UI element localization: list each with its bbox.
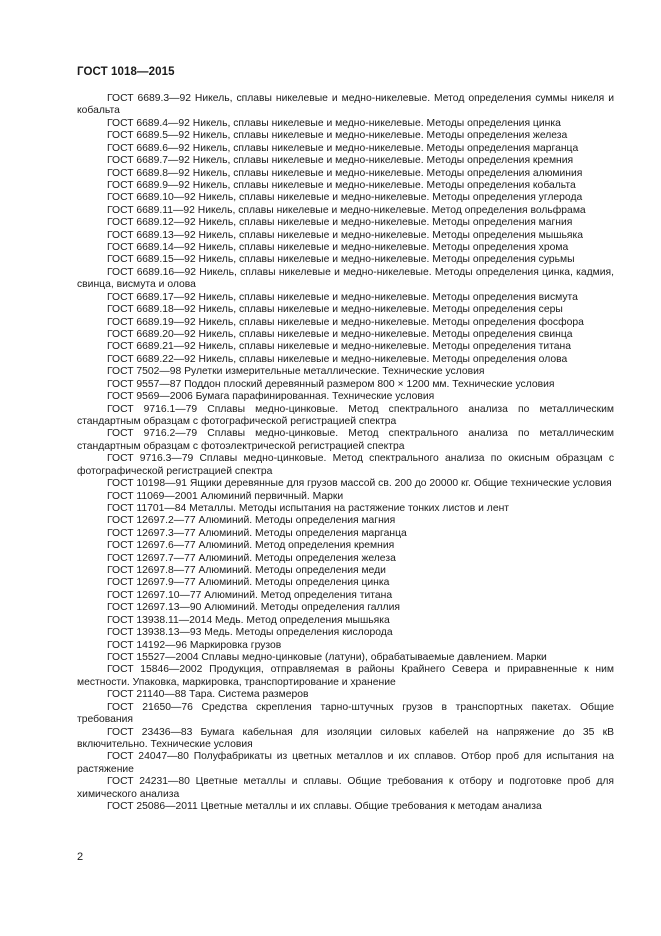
reference-item: ГОСТ 24231—80 Цветные металлы и сплавы. Общие требования к отбору и подготовке проб для химического анализа xyxy=(77,776,614,800)
reference-item: ГОСТ 25086—2011 Цветные металлы и их сплавы. Общие требования к методам анализа xyxy=(107,801,542,813)
reference-item: ГОСТ 6689.11—92 Никель, сплавы никелевые и медно-никелевые. Метод определения вольфрама xyxy=(107,204,586,216)
reference-item: ГОСТ 6689.4—92 Никель, сплавы никелевые и медно-никелевые. Методы определения цинка xyxy=(107,117,561,129)
reference-item: ГОСТ 6689.6—92 Никель, сплавы никелевые и медно-никелевые. Методы определения марганца xyxy=(107,142,579,154)
reference-item: ГОСТ 12697.6—77 Алюминий. Метод определения кремния xyxy=(107,540,395,552)
reference-item: ГОСТ 15527—2004 Сплавы медно-цинковые (латуни), обрабатываемые давлением. Марки xyxy=(107,651,547,663)
reference-item: ГОСТ 9716.3—79 Сплавы медно-цинковые. Метод спектрального анализа по окисным образцам с фотографической регистрацией спектра xyxy=(77,453,614,477)
reference-item: ГОСТ 14192—96 Маркировка грузов xyxy=(107,639,282,651)
reference-item: ГОСТ 6689.17—92 Никель, сплавы никелевые и медно-никелевые. Методы определения висмута xyxy=(107,291,578,303)
reference-item: ГОСТ 9716.2—79 Сплавы медно-цинковые. Метод спектрального анализа по металлическим стандартным образцам с фотоэлектрической регистрацией спектра xyxy=(77,428,614,452)
page-number: 2 xyxy=(77,851,84,863)
reference-item: ГОСТ 7502—98 Рулетки измерительные металлические. Технические условия xyxy=(107,366,485,378)
reference-item: ГОСТ 6689.12—92 Никель, сплавы никелевые и медно-никелевые. Методы определения магния xyxy=(107,217,573,229)
reference-item: ГОСТ 6689.15—92 Никель, сплавы никелевые и медно-никелевые. Методы определения сурьмы xyxy=(107,254,575,266)
reference-item: ГОСТ 21140—88 Тара. Система размеров xyxy=(107,689,309,701)
normative-references-list xyxy=(77,93,614,813)
reference-item: ГОСТ 6689.5—92 Никель, сплавы никелевые и медно-никелевые. Методы определения железа xyxy=(107,130,568,142)
reference-item: ГОСТ 13938.11—2014 Медь. Метод определения мышьяка xyxy=(107,614,390,626)
reference-item: ГОСТ 6689.22—92 Никель, сплавы никелевые и медно-никелевые. Методы определения олова xyxy=(107,353,568,365)
reference-item: ГОСТ 6689.7—92 Никель, сплавы никелевые и медно-никелевые. Методы определения кремния xyxy=(107,155,574,167)
reference-item: ГОСТ 12697.3—77 Алюминий. Методы определения марганца xyxy=(107,527,407,539)
reference-item: ГОСТ 6689.16—92 Никель, сплавы никелевые и медно-никелевые. Методы определения цинка, кадмия, свинца, висмута и олова xyxy=(77,266,614,291)
reference-item: ГОСТ 12697.2—77 Алюминий. Методы определения магния xyxy=(107,515,396,527)
reference-item: ГОСТ 12697.7—77 Алюминий. Методы определения железа xyxy=(107,552,396,564)
reference-item: ГОСТ 12697.13—90 Алюминий. Методы определения галлия xyxy=(107,602,400,614)
reference-item: ГОСТ 15846—2002 Продукция, отправляемая в районы Крайнего Севера и приравненные к ним местности. Упаковка, маркировка, транспортирование и хранение xyxy=(77,664,614,688)
reference-item: ГОСТ 6689.13—92 Никель, сплавы никелевые и медно-никелевые. Методы определения мышьяка xyxy=(107,229,584,241)
reference-item: ГОСТ 23436—83 Бумага кабельная для изоляции силовых кабелей на напряжение до 35 кВ включительно. Технические условия xyxy=(77,726,614,750)
reference-item: ГОСТ 24047—80 Полуфабрикаты из цветных металлов и их сплавов. Отбор проб для испытания на растяжение xyxy=(77,751,614,775)
reference-item: ГОСТ 13938.13—93 Медь. Методы определения кислорода xyxy=(107,627,393,639)
reference-item: ГОСТ 12697.8—77 Алюминий. Методы определения меди xyxy=(107,565,386,577)
reference-item: ГОСТ 6689.14—92 Никель, сплавы никелевые и медно-никелевые. Методы определения хрома xyxy=(107,242,569,254)
document-header: ГОСТ 1018—2015 xyxy=(77,66,175,78)
reference-item: ГОСТ 9569—2006 Бумага парафинированная. Технические условия xyxy=(107,391,435,403)
reference-item: ГОСТ 6689.19—92 Никель, сплавы никелевые и медно-никелевые. Методы определения фосфора xyxy=(107,316,584,328)
reference-item: ГОСТ 6689.21—92 Никель, сплавы никелевые и медно-никелевые. Методы определения титана xyxy=(107,341,572,353)
reference-item: ГОСТ 11701—84 Металлы. Методы испытания на растяжение тонких листов и лент xyxy=(107,502,510,514)
reference-item: ГОСТ 6689.18—92 Никель, сплавы никелевые и медно-никелевые. Методы определения серы xyxy=(107,304,563,316)
reference-item: ГОСТ 9557—87 Поддон плоский деревянный размером 800 × 1200 мм. Технические условия xyxy=(107,378,555,390)
reference-item: ГОСТ 6689.3—92 Никель, сплавы никелевые и медно-никелевые. Метод определения суммы никеля и кобальта xyxy=(77,93,614,117)
reference-item: ГОСТ 10198—91 Ящики деревянные для грузов массой св. 200 до 20000 кг. Общие технические условия xyxy=(107,478,612,490)
reference-item: ГОСТ 21650—76 Средства скрепления тарно-штучных грузов в транспортных пакетах. Общие требования xyxy=(77,701,614,726)
reference-item: ГОСТ 6689.10—92 Никель, сплавы никелевые и медно-никелевые. Методы определения углерода xyxy=(107,192,583,204)
reference-item: ГОСТ 12697.9—77 Алюминий. Методы определения цинка xyxy=(107,577,390,589)
reference-item: ГОСТ 6689.9—92 Никель, сплавы никелевые и медно-никелевые. Методы определения кобальта xyxy=(107,179,576,191)
reference-item: ГОСТ 9716.1—79 Сплавы медно-цинковые. Метод спектрального анализа по металлическим стандартным образцам с фотографической регистрацией спектра xyxy=(77,403,614,427)
reference-item: ГОСТ 12697.10—77 Алюминий. Метод определения титана xyxy=(107,589,393,601)
reference-item: ГОСТ 6689.20—92 Никель, сплавы никелевые и медно-никелевые. Методы определения свинца xyxy=(107,329,573,341)
reference-item: ГОСТ 11069—2001 Алюминий первичный. Марки xyxy=(107,490,344,502)
reference-item: ГОСТ 6689.8—92 Никель, сплавы никелевые и медно-никелевые. Методы определения алюминия xyxy=(107,167,583,179)
